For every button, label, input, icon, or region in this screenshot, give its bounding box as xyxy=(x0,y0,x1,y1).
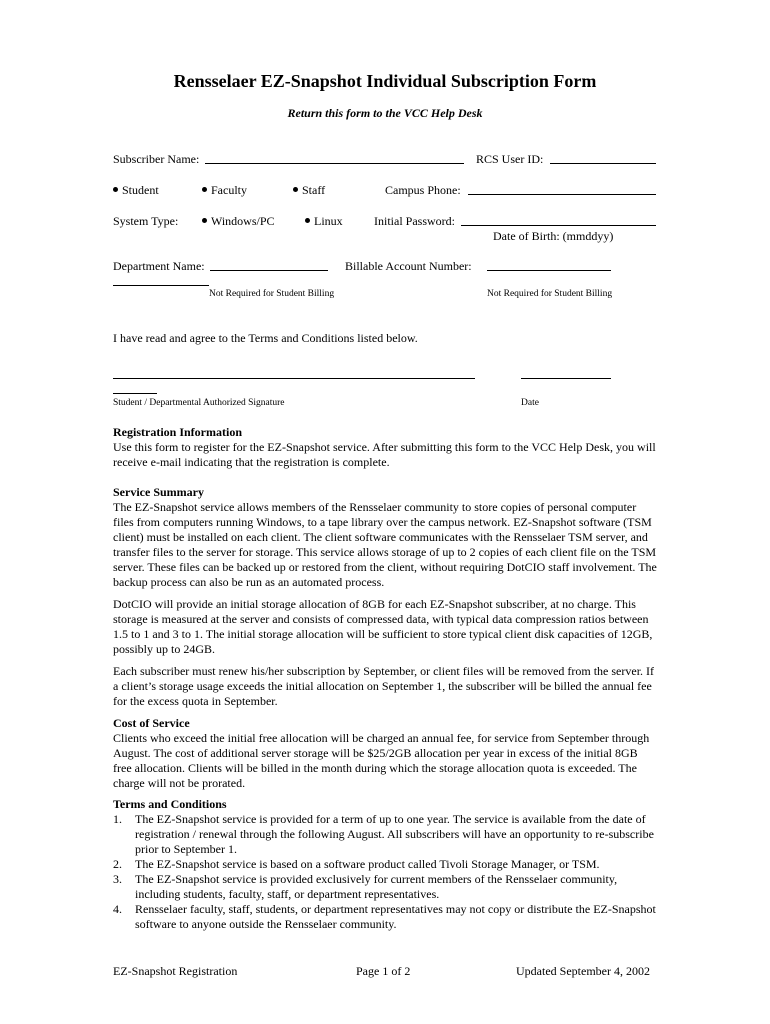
rcs-user-id-field[interactable] xyxy=(550,152,656,164)
agreement-statement: I have read and agree to the Terms and Conditions listed below. xyxy=(113,331,418,345)
service-summary-p1: The EZ-Snapshot service allows members of the Rensselaer community to store copies of personal computer files from computers running Windows, to a tape library over the campus network. EZ-Snapshot software (TSM client) must be installed on each client. The client software communicates with the Rensselaer TSM server, and transfer files to the server for storage. This service allows storage of up to 2 copies of each client file on the TSM server. These files can be backed up or restored from the client, without requiring DotCIO staff involvement. The backup process can also be run as an automated process. xyxy=(113,500,657,589)
bullet-icon xyxy=(305,218,310,223)
date-of-birth-label: Date of Birth: (mmddyy) xyxy=(493,229,614,243)
bullet-icon xyxy=(202,187,207,192)
billable-account-label: Billable Account Number: xyxy=(345,259,472,273)
system-type-label: System Type: xyxy=(113,214,179,228)
cost-text: Clients who exceed the initial free allocation will be charged an annual fee, for service from September through August. The cost of additional server storage will be $25/2GB allocation per year in excess of the initial 8GB free allocation. Clients will be billed in the month during which the storage allocation quota is exceeded. The charge will not be prorated. xyxy=(113,731,650,790)
campus-phone-label: Campus Phone: xyxy=(385,183,461,197)
registration-section xyxy=(113,425,659,470)
signature-label: Student / Departmental Authorized Signature xyxy=(113,398,285,408)
status-option-student[interactable]: Student xyxy=(113,183,159,198)
footer-page-number: Page 1 of 2 xyxy=(356,964,411,978)
initial-password-field[interactable] xyxy=(461,214,656,226)
terms-item: 4. Rensselaer faculty, staff, students, or department representatives may not copy or distribute the EZ-Snapshot software to anyone outside the Rensselaer community. xyxy=(113,902,656,931)
terms-section xyxy=(113,797,659,932)
initial-password-label: Initial Password: xyxy=(374,214,455,228)
status-option-faculty[interactable]: Faculty xyxy=(202,183,247,198)
service-summary-p2: DotCIO will provide an initial storage allocation of 8GB for each EZ-Snapshot subscriber, at no charge. This storage is measured at the server and consists of compressed data, with typical data compression ratios between 1.5 to 1 and 3 to 1. The initial storage allocation will be sufficient to store typical client disk capacities of 12GB, possibly up to 24GB. xyxy=(113,597,653,656)
footer-updated: Updated September 4, 2002 xyxy=(516,964,650,978)
not-required-note-account: Not Required for Student Billing xyxy=(487,289,613,299)
registration-text: Use this form to register for the EZ-Snapshot service. After submitting this form to the VCC Help Desk, you will receive e-mail indicating that the registration is complete. xyxy=(113,440,656,469)
billable-account-field[interactable] xyxy=(487,259,611,271)
bullet-icon xyxy=(113,187,118,192)
cost-heading: Cost of Service xyxy=(113,716,190,730)
subscriber-name-field[interactable] xyxy=(205,152,464,164)
service-summary-section xyxy=(113,485,659,709)
department-name-field-continuation xyxy=(113,285,209,286)
status-option-staff[interactable]: Staff xyxy=(293,183,325,198)
registration-heading: Registration Information xyxy=(113,425,242,439)
terms-item: 2. The EZ-Snapshot service is based on a software product called Tivoli Storage Manager, or TSM. xyxy=(113,857,600,871)
service-summary-heading: Service Summary xyxy=(113,485,204,499)
campus-phone-field[interactable] xyxy=(468,183,656,195)
date-field[interactable] xyxy=(521,378,611,379)
date-label: Date xyxy=(521,398,539,408)
bullet-icon xyxy=(202,218,207,223)
terms-heading: Terms and Conditions xyxy=(113,797,227,811)
not-required-note-department: Not Required for Student Billing xyxy=(209,289,335,299)
service-summary-p3: Each subscriber must renew his/her subscription by September, or client files will be removed from the server. If a client’s storage usage exceeds the initial allocation on September 1, the subscriber will be billed the annual fee for the excess quota in September. xyxy=(113,664,655,708)
terms-item: 3. The EZ-Snapshot service is provided exclusively for current members of the Rensselaer community, including students, faculty, staff, or department representatives. xyxy=(113,872,618,901)
department-name-field[interactable] xyxy=(210,259,328,271)
cost-section xyxy=(113,716,659,791)
system-option-linux[interactable]: Linux xyxy=(305,214,343,229)
system-option-windows[interactable]: Windows/PC xyxy=(202,214,275,229)
department-name-label: Department Name: xyxy=(113,259,205,273)
footer-left: EZ-Snapshot Registration xyxy=(113,964,238,978)
signature-field[interactable] xyxy=(113,378,475,379)
subscriber-name-label: Subscriber Name: xyxy=(113,152,200,166)
bullet-icon xyxy=(293,187,298,192)
page-subtitle: Return this form to the VCC Help Desk xyxy=(287,106,483,120)
page-title: Rensselaer EZ-Snapshot Individual Subscription Form xyxy=(173,71,597,91)
signature-field-continuation xyxy=(113,393,157,394)
terms-item: 1. The EZ-Snapshot service is provided for a term of up to one year. The service is available from the date of registration / renewal through the following August. All subscribers will have an opportunity to re-subscribe prior to September 1. xyxy=(113,812,654,856)
rcs-user-id-label: RCS User ID: xyxy=(476,152,544,166)
